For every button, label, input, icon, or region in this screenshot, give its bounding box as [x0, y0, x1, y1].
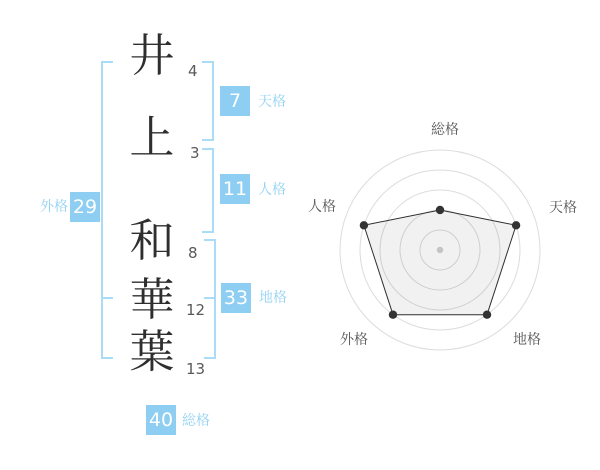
- tenkaku-label: 天格: [258, 94, 286, 110]
- gaikaku-value-badge: 29: [70, 192, 100, 222]
- radar-center-dot: [437, 247, 443, 253]
- radar-data-point: [389, 311, 397, 319]
- chikaku-bracket: [204, 239, 216, 359]
- name-character: 華: [129, 273, 175, 326]
- chikaku-value-badge: 33: [221, 283, 251, 313]
- radar-axis-label-gaikaku: 外格: [340, 332, 368, 348]
- gaikaku-bracket: [101, 61, 113, 359]
- stroke-count: 4: [188, 62, 198, 80]
- radar-data-point: [483, 311, 491, 319]
- jinkaku-label: 人格: [258, 182, 286, 198]
- tenkaku-value-badge: 7: [220, 86, 250, 116]
- soukaku-label: 総格: [182, 413, 210, 429]
- gaikaku-label: 外格: [40, 199, 68, 215]
- name-character: 上: [129, 111, 175, 164]
- chikaku-label: 地格: [259, 290, 287, 306]
- stroke-count: 12: [186, 301, 206, 319]
- stroke-count: 3: [190, 144, 200, 162]
- bracket-tick: [204, 297, 214, 299]
- radar-axis-label-jinkaku: 人格: [308, 199, 336, 215]
- radar-axis-label-chikaku: 地格: [513, 332, 541, 348]
- stroke-count: 8: [188, 244, 198, 262]
- bracket-tick: [103, 297, 113, 299]
- soukaku-value-badge: 40: [146, 405, 176, 435]
- name-character: 和: [129, 214, 175, 267]
- radar-axis-label-tenkaku: 天格: [549, 200, 577, 216]
- radar-data-point: [360, 221, 368, 229]
- jinkaku-value-badge: 11: [220, 174, 250, 204]
- radar-data-point: [436, 206, 444, 214]
- name-character: 葉: [129, 325, 175, 378]
- jinkaku-bracket: [202, 148, 214, 233]
- name-character: 井: [129, 29, 175, 82]
- radar-data-polygon: [364, 210, 516, 315]
- radar-data-point: [512, 221, 520, 229]
- kaku-radar-chart: [330, 140, 550, 360]
- radar-axis-label-soukaku: 総格: [431, 122, 459, 138]
- tenkaku-bracket: [202, 61, 214, 141]
- stroke-count: 13: [186, 360, 206, 378]
